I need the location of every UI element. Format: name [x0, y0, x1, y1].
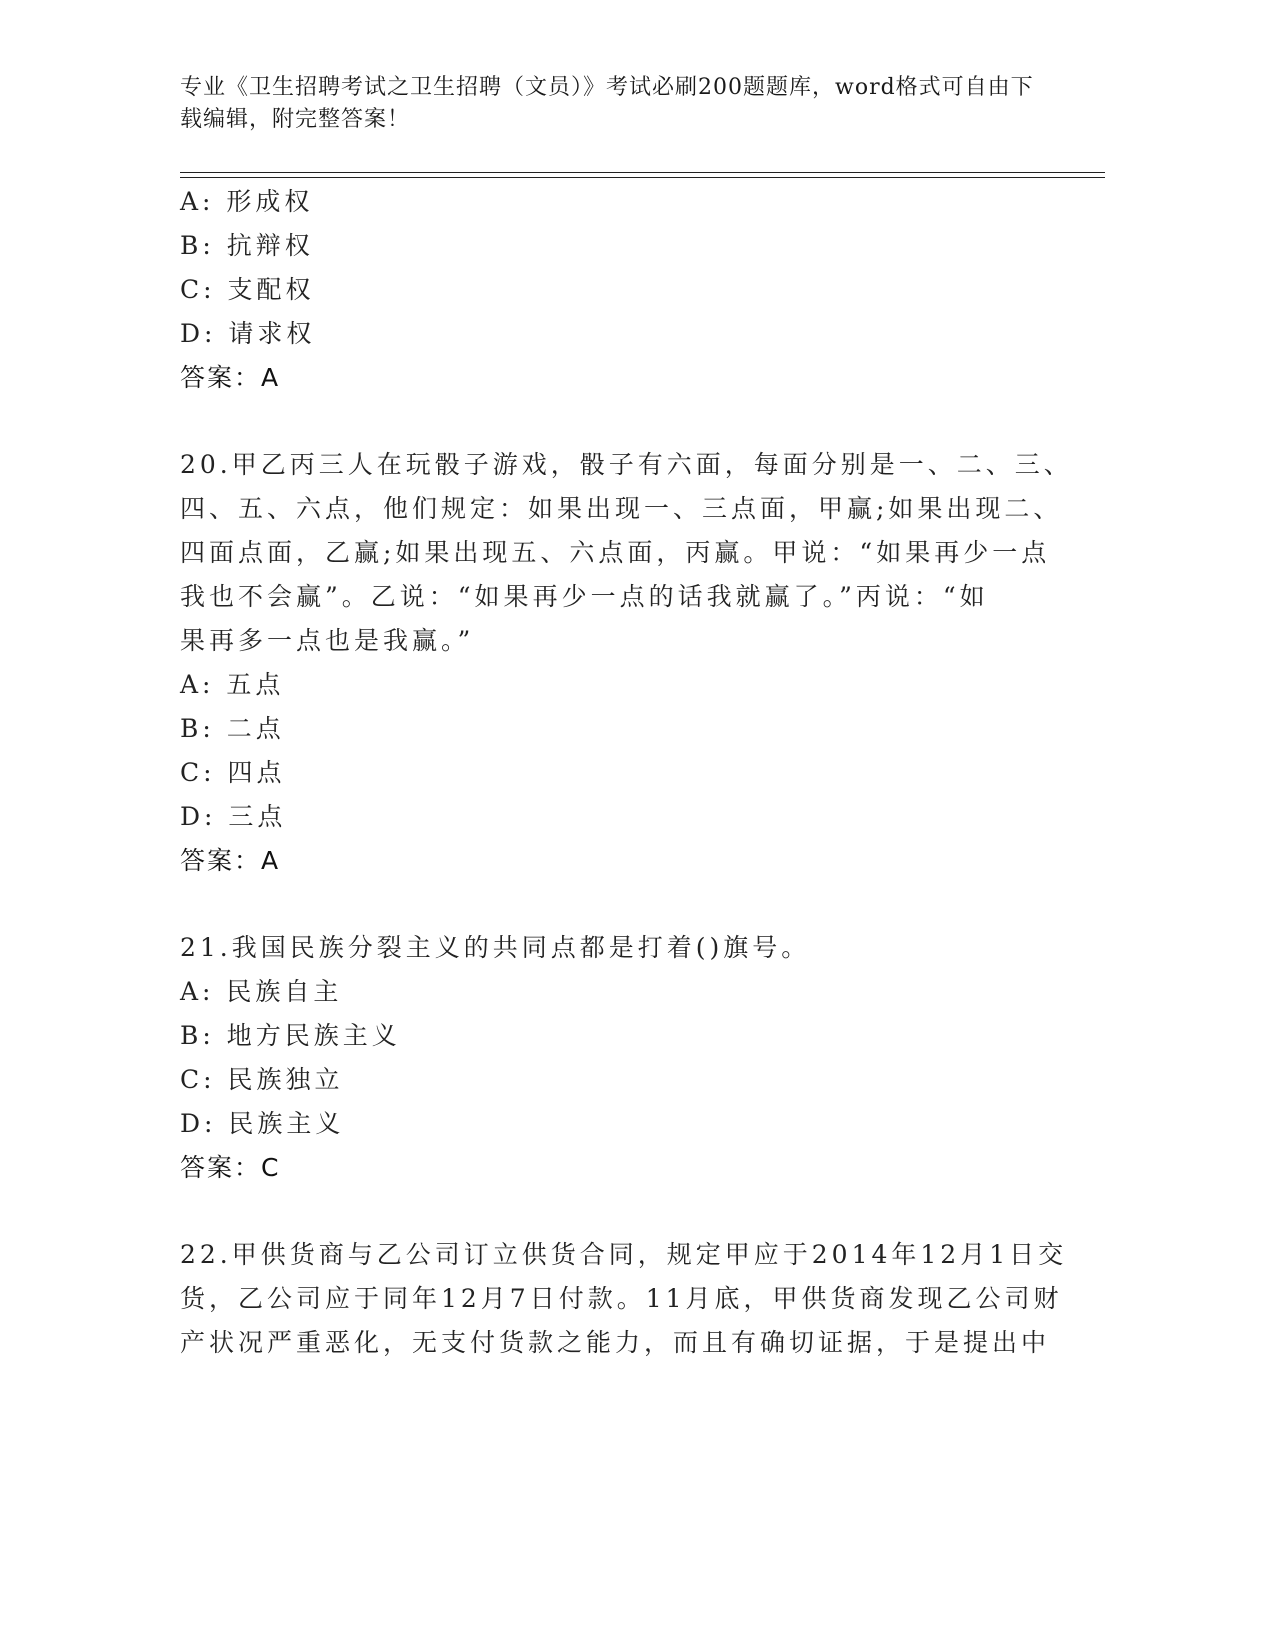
question-line: 22.甲供货商与乙公司订立供货合同，规定甲应于2014年12月1日交 — [180, 1240, 1068, 1269]
option-b: B: 抗辩权 — [180, 231, 314, 260]
question-21-options — [180, 970, 1060, 1146]
question-20-text — [180, 443, 1073, 663]
document-body — [180, 180, 1073, 1365]
question-line: 产状况严重恶化，无支付货款之能力，而且有确切证据，于是提出中 — [180, 1328, 1051, 1357]
header-divider-bottom — [180, 177, 1105, 178]
question-22-text — [180, 1233, 1068, 1365]
question-line: 我也不会赢”。乙说：“如果再少一点的话我就赢了。”丙说：“如 — [180, 582, 989, 611]
question-line: 货，乙公司应于同年12月7日付款。11月底，甲供货商发现乙公司财 — [180, 1284, 1063, 1313]
question-20-options — [180, 663, 1060, 839]
option-b: B: 二点 — [180, 714, 285, 743]
question-19-options — [180, 180, 1060, 356]
question-line: 四面点面，乙赢;如果出现五、六点面，丙赢。甲说：“如果再少一点 — [180, 538, 1051, 567]
option-c: C: 支配权 — [180, 275, 315, 304]
question-line: 果再多一点也是我赢。” — [180, 626, 475, 655]
option-a: A: 形成权 — [180, 187, 314, 216]
answer-19: 答案：A — [180, 363, 281, 392]
option-d: D: 民族主义 — [180, 1109, 345, 1138]
document-header: 专业《卫生招聘考试之卫生招聘（文员）》考试必刷200题题库，word格式可自由下载编辑，附完整答案！ — [180, 75, 1034, 132]
option-b: B: 地方民族主义 — [180, 1021, 401, 1050]
question-line: 四、五、六点，他们规定：如果出现一、三点面，甲赢;如果出现二、 — [180, 494, 1063, 523]
option-d: D: 请求权 — [180, 319, 316, 348]
option-c: C: 民族独立 — [180, 1065, 344, 1094]
header-divider-top — [180, 172, 1105, 173]
option-d: D: 三点 — [180, 802, 287, 831]
answer-21: 答案：C — [180, 1153, 281, 1182]
question-line: 20.甲乙丙三人在玩骰子游戏，骰子有六面，每面分别是一、二、三、 — [180, 450, 1073, 479]
option-a: A: 五点 — [180, 670, 285, 699]
option-c: C: 四点 — [180, 758, 286, 787]
option-a: A: 民族自主 — [180, 977, 343, 1006]
answer-20: 答案：A — [180, 846, 281, 875]
question-21-text: 21.我国民族分裂主义的共同点都是打着()旗号。 — [180, 933, 811, 962]
